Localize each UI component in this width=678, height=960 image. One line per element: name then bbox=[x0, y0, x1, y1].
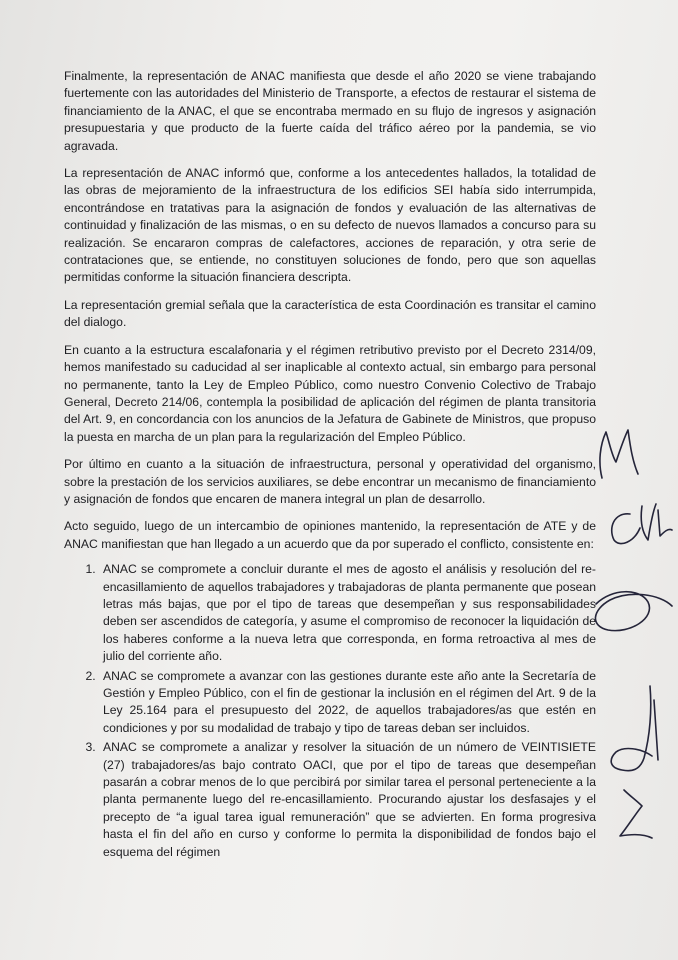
list-item: 3. ANAC se compromete a analizar y resolver la situación de un número de VEINTISIETE (27) trabajadores/as bajo contrato OACI, que por el tipo de tareas que desempeñan pasarán a cobrar menos de lo que percibirá por similar tarea el personal perteneciente a la planta permanente luego del re-encasillamiento. Procurando ajustar los desfasajes y el precepto de “a igual tarea igual remuneración” que se advierten. En forma progresiva hasta el fin del año en curso y conforme lo permita la disponibilidad de fondos bajo el esquema del régimen bbox=[99, 739, 596, 861]
list-item: 1. ANAC se compromete a concluir durante el mes de agosto el análisis y resolución del re-encasillamiento de aquellos trabajadores y trabajadoras de planta permanente que posean letras más bajas, que por el tipo de tareas que desempeñan y sus responsabilidades deben ser ascendidos de categoría, y asume el compromiso de reconocer la liquidación de los haberes conforme a la nueva letra que corresponda, en forma retroactiva al mes de julio del corriente año. bbox=[99, 561, 596, 665]
signature-zigzag bbox=[620, 790, 652, 838]
signature-loop bbox=[595, 592, 672, 631]
signature-long-stroke bbox=[611, 686, 658, 771]
signature-initials-1 bbox=[600, 430, 638, 478]
paragraph-escalafon: En cuanto a la estructura escalafonaria y el régimen retributivo previsto por el Decreto 2314/09, hemos manifestado su caducidad al ser inaplicable al contexto actual, sin embargo para personal no permanente, tanto la Ley de Empleo Público, como nuestro Convenio Colectivo de Trabajo General, Decreto 214/06, contempla la posibilidad de aplicación del régimen de planta transitoria del Art. 9, en concordancia con los anuncios de la Jefatura de Gabinete de Ministros, que propuso la puesta en marcha de un plan para la regularización del Empleo Público. bbox=[64, 342, 596, 444]
paragraph-agreement: Acto seguido, luego de un intercambio de opiniones mantenido, la representación de ATE y de ANAC manifiestan que han llegado a un acuerdo que da por superado el conflicto, consistente en: bbox=[64, 519, 596, 551]
paragraph-dialogue: La representación gremial señala que la característica de esta Coordinación es transitar el camino del dialogo. bbox=[64, 297, 596, 330]
agreement-list bbox=[64, 561, 596, 861]
paragraph-financing: Finalmente, la representación de ANAC manifiesta que desde el año 2020 se viene trabajando fuertemente con las autoridades del Ministerio de Transporte, a efectos de restaurar el sistema de financiamiento de la ANAC, el que se encontraba mermado en su flujo de ingresos y asignación presupuestaria y que producto de la fuerte caída del tráfico aéreo por la pandemia, se vio agravada. bbox=[64, 69, 596, 153]
paragraph-infrastructure: La representación de ANAC informó que, conforme a los antecedentes hallados, la totalidad de las obras de mejoramiento de la infraestructura de los edificios SEI había sido interrumpida, encontrándose en tratativas para la asignación de fondos y evaluación de las alternativas de continuidad y finalización de las mismas, o en su defecto de nuevos llamados a concurso para su realización. Se encararon compras de calefactores, acciones de reparación, y otra serie de contrataciones que, se entiende, no constituyen soluciones de fondo, pero que son aquellas permitidas conforme la situación financiera descripta. bbox=[64, 166, 596, 285]
document-body bbox=[64, 68, 596, 863]
list-item: 2. ANAC se compromete a avanzar con las gestiones durante este año ante la Secretaría de Gestión y Empleo Público, con el fin de gestionar la inclusión en el régimen del Art. 9 de la Ley 25.164 para el presupuesto del 2022, de aquellos trabajadores/as que estén en condiciones y por su modalidad de trabajo y tipo de tareas deban ser incluidos. bbox=[99, 668, 596, 738]
paragraph-auxiliary-services: Por último en cuanto a la situación de infraestructura, personal y operatividad del organismo, sobre la prestación de los servicios auxiliares, se debe encontrar un mecanismo de financiamiento y asignación de fondos que encaren de manera integral un plan de desarrollo. bbox=[64, 457, 596, 506]
signature-initials-2 bbox=[612, 504, 672, 544]
